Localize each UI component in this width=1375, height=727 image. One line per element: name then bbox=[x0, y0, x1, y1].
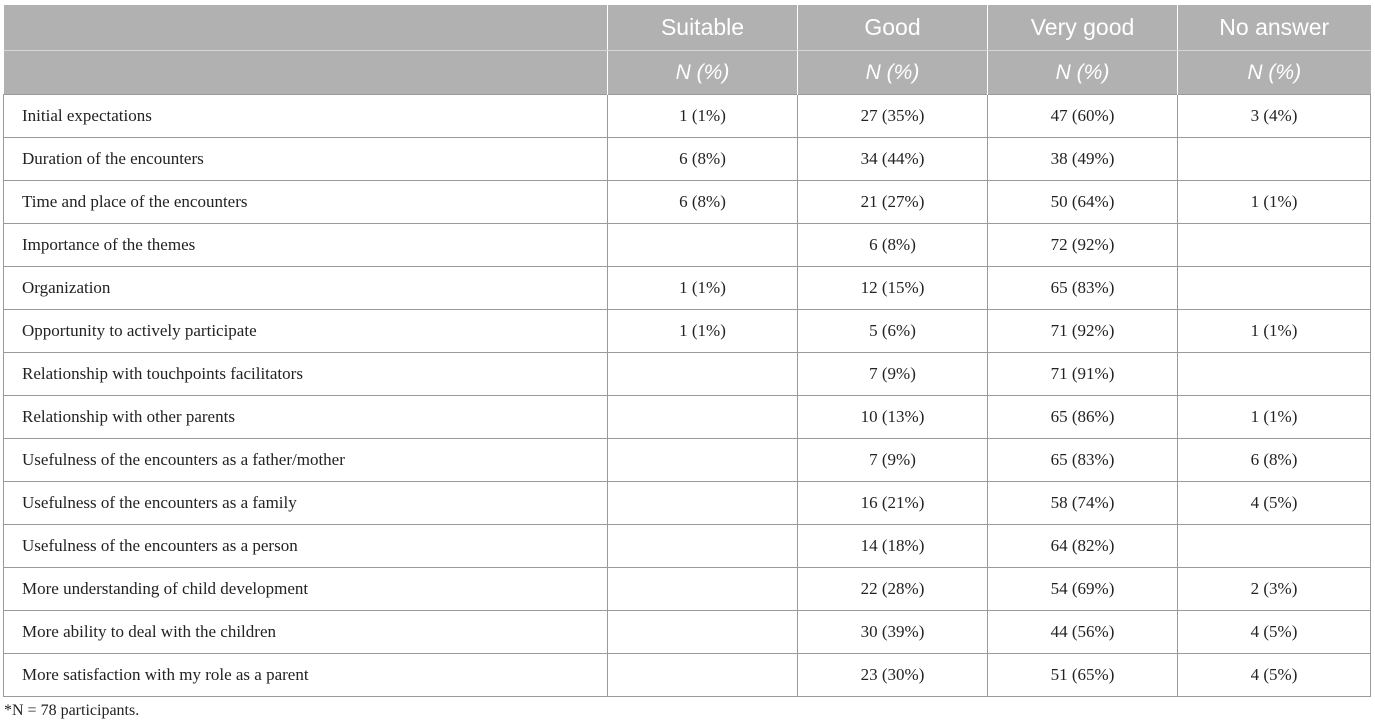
row-label: Opportunity to actively participate bbox=[4, 310, 608, 353]
cell-very-good: 71 (92%) bbox=[988, 310, 1178, 353]
table-row bbox=[4, 525, 1371, 568]
header-subrow bbox=[4, 51, 1371, 95]
cell-good: 10 (13%) bbox=[798, 396, 988, 439]
cell-no-answer: 4 (5%) bbox=[1178, 611, 1371, 654]
column-header-suitable: Suitable bbox=[608, 5, 798, 51]
row-label: Organization bbox=[4, 267, 608, 310]
cell-no-answer: 6 (8%) bbox=[1178, 439, 1371, 482]
column-subheader-good: N (%) bbox=[798, 51, 988, 95]
results-table-container bbox=[3, 5, 1370, 697]
cell-no-answer bbox=[1178, 138, 1371, 181]
cell-no-answer: 1 (1%) bbox=[1178, 396, 1371, 439]
cell-suitable bbox=[608, 482, 798, 525]
cell-good: 6 (8%) bbox=[798, 224, 988, 267]
table-header bbox=[4, 5, 1371, 95]
table-row bbox=[4, 396, 1371, 439]
cell-very-good: 71 (91%) bbox=[988, 353, 1178, 396]
cell-very-good: 65 (83%) bbox=[988, 267, 1178, 310]
table-body bbox=[4, 95, 1371, 697]
cell-good: 21 (27%) bbox=[798, 181, 988, 224]
cell-good: 16 (21%) bbox=[798, 482, 988, 525]
cell-good: 14 (18%) bbox=[798, 525, 988, 568]
row-label: Usefulness of the encounters as a father/mother bbox=[4, 439, 608, 482]
table-row bbox=[4, 138, 1371, 181]
header-row bbox=[4, 5, 1371, 51]
row-label: Usefulness of the encounters as a person bbox=[4, 525, 608, 568]
cell-no-answer bbox=[1178, 267, 1371, 310]
cell-good: 7 (9%) bbox=[798, 353, 988, 396]
row-label: Time and place of the encounters bbox=[4, 181, 608, 224]
table-row bbox=[4, 654, 1371, 697]
row-label: More ability to deal with the children bbox=[4, 611, 608, 654]
cell-suitable: 1 (1%) bbox=[608, 267, 798, 310]
table-row bbox=[4, 267, 1371, 310]
cell-suitable bbox=[608, 439, 798, 482]
cell-suitable bbox=[608, 396, 798, 439]
cell-no-answer bbox=[1178, 224, 1371, 267]
column-subheader-no-answer: N (%) bbox=[1178, 51, 1371, 95]
cell-very-good: 50 (64%) bbox=[988, 181, 1178, 224]
cell-no-answer: 1 (1%) bbox=[1178, 310, 1371, 353]
row-label: Initial expectations bbox=[4, 95, 608, 138]
table-row bbox=[4, 568, 1371, 611]
cell-very-good: 47 (60%) bbox=[988, 95, 1178, 138]
table-row bbox=[4, 224, 1371, 267]
cell-no-answer: 2 (3%) bbox=[1178, 568, 1371, 611]
cell-no-answer bbox=[1178, 353, 1371, 396]
header-corner bbox=[4, 5, 608, 51]
cell-good: 23 (30%) bbox=[798, 654, 988, 697]
row-label: Usefulness of the encounters as a family bbox=[4, 482, 608, 525]
cell-no-answer: 1 (1%) bbox=[1178, 181, 1371, 224]
cell-very-good: 54 (69%) bbox=[988, 568, 1178, 611]
table-row bbox=[4, 611, 1371, 654]
table-row bbox=[4, 181, 1371, 224]
results-table bbox=[3, 5, 1371, 697]
cell-very-good: 72 (92%) bbox=[988, 224, 1178, 267]
cell-good: 30 (39%) bbox=[798, 611, 988, 654]
row-label: Duration of the encounters bbox=[4, 138, 608, 181]
column-header-no-answer: No answer bbox=[1178, 5, 1371, 51]
cell-suitable bbox=[608, 654, 798, 697]
cell-very-good: 44 (56%) bbox=[988, 611, 1178, 654]
cell-suitable: 6 (8%) bbox=[608, 138, 798, 181]
column-subheader-very-good: N (%) bbox=[988, 51, 1178, 95]
row-label: More understanding of child development bbox=[4, 568, 608, 611]
column-subheader-suitable: N (%) bbox=[608, 51, 798, 95]
cell-no-answer bbox=[1178, 525, 1371, 568]
cell-no-answer: 4 (5%) bbox=[1178, 482, 1371, 525]
cell-suitable: 6 (8%) bbox=[608, 181, 798, 224]
cell-good: 7 (9%) bbox=[798, 439, 988, 482]
table-row bbox=[4, 482, 1371, 525]
cell-suitable: 1 (1%) bbox=[608, 95, 798, 138]
cell-suitable: 1 (1%) bbox=[608, 310, 798, 353]
cell-very-good: 65 (86%) bbox=[988, 396, 1178, 439]
table-row bbox=[4, 310, 1371, 353]
cell-good: 27 (35%) bbox=[798, 95, 988, 138]
cell-no-answer: 4 (5%) bbox=[1178, 654, 1371, 697]
row-label: Relationship with other parents bbox=[4, 396, 608, 439]
column-header-very-good: Very good bbox=[988, 5, 1178, 51]
table-footnote: *N = 78 participants. bbox=[4, 702, 140, 719]
row-label: Importance of the themes bbox=[4, 224, 608, 267]
table-row bbox=[4, 95, 1371, 138]
cell-very-good: 58 (74%) bbox=[988, 482, 1178, 525]
cell-very-good: 64 (82%) bbox=[988, 525, 1178, 568]
table-row bbox=[4, 353, 1371, 396]
cell-suitable bbox=[608, 224, 798, 267]
cell-good: 5 (6%) bbox=[798, 310, 988, 353]
cell-suitable bbox=[608, 611, 798, 654]
cell-very-good: 51 (65%) bbox=[988, 654, 1178, 697]
table-row bbox=[4, 439, 1371, 482]
cell-suitable bbox=[608, 568, 798, 611]
cell-very-good: 65 (83%) bbox=[988, 439, 1178, 482]
cell-very-good: 38 (49%) bbox=[988, 138, 1178, 181]
header-corner-sub bbox=[4, 51, 608, 95]
cell-suitable bbox=[608, 353, 798, 396]
cell-good: 34 (44%) bbox=[798, 138, 988, 181]
cell-good: 12 (15%) bbox=[798, 267, 988, 310]
row-label: More satisfaction with my role as a parent bbox=[4, 654, 608, 697]
cell-good: 22 (28%) bbox=[798, 568, 988, 611]
cell-no-answer: 3 (4%) bbox=[1178, 95, 1371, 138]
row-label: Relationship with touchpoints facilitators bbox=[4, 353, 608, 396]
cell-suitable bbox=[608, 525, 798, 568]
column-header-good: Good bbox=[798, 5, 988, 51]
